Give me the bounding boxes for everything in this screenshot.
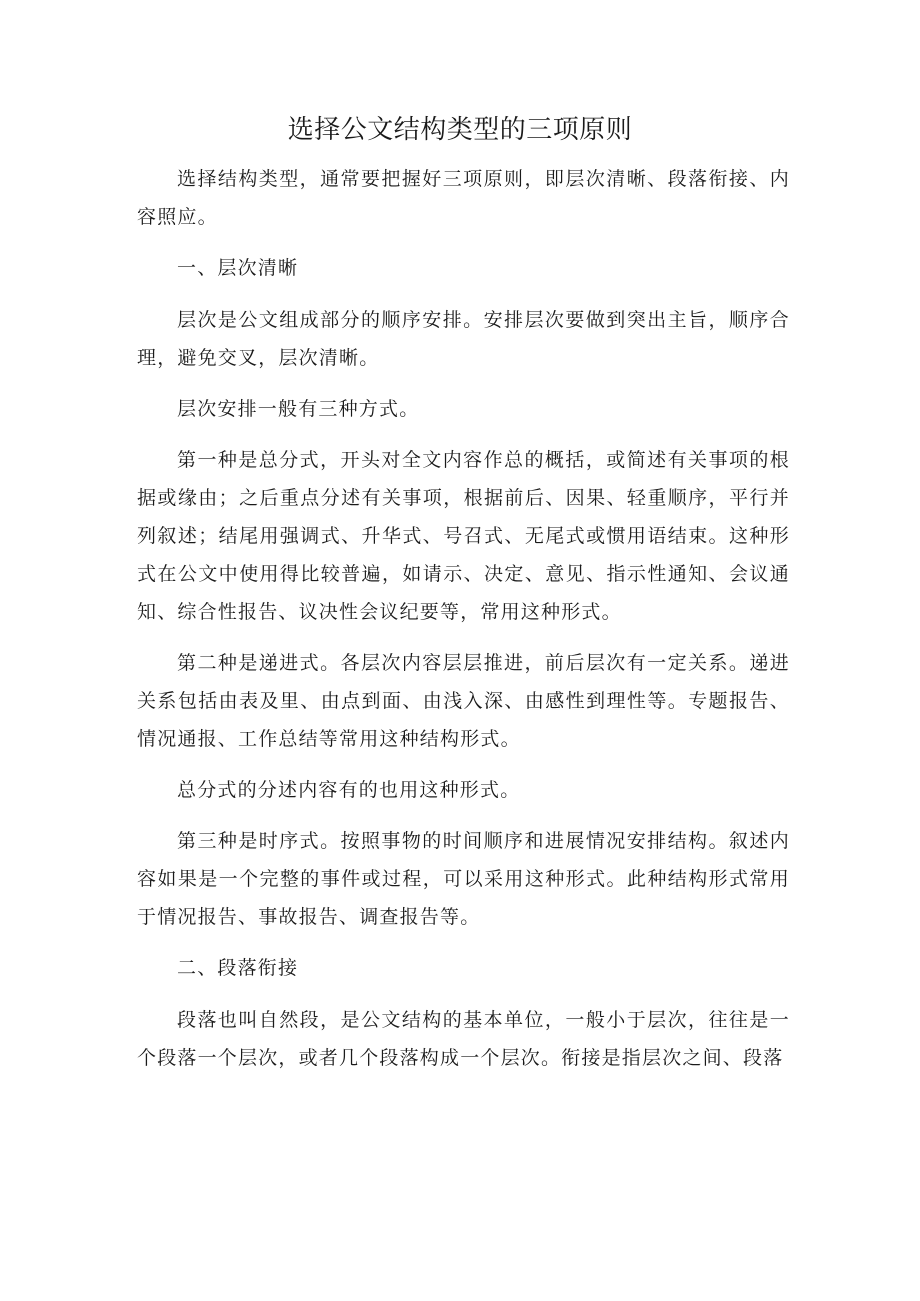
paragraph: 段落也叫自然段，是公文结构的基本单位，一般小于层次，往往是一个段落一个层次，或者几个段落构成一个层次。衔接是指层次之间、段落: [137, 1009, 790, 1069]
document-body: [137, 160, 790, 1090]
paragraph: 层次安排一般有三种方式。: [177, 398, 420, 420]
paragraph-intro: 选择结构类型，通常要把握好三项原则，即层次清晰、段落衔接、内容照应。: [137, 168, 790, 228]
paragraph: 第二种是递进式。各层次内容层层推进，前后层次有一定关系。递进关系包括由表及里、由点到面、由浅入深、由感性到理性等。专题报告、情况通报、工作总结等常用这种结构形式。: [137, 652, 790, 750]
document-title: 选择公文结构类型的三项原则: [287, 115, 633, 145]
paragraph: 层次是公文组成部分的顺序安排。安排层次要做到突出主旨，顺序合理，避免交叉，层次清晰。: [137, 309, 790, 369]
section-heading-1: 一、层次清晰: [177, 257, 299, 279]
paragraph: 总分式的分述内容有的也用这种形式。: [177, 779, 521, 801]
paragraph: 第三种是时序式。按照事物的时间顺序和进展情况安排结构。叙述内容如果是一个完整的事件或过程，可以采用这种形式。此种结构形式常用于情况报告、事故报告、调查报告等。: [137, 830, 790, 928]
section-heading-2: 二、段落衔接: [177, 957, 299, 979]
paragraph: 第一种是总分式，开头对全文内容作总的概括，或简述有关事项的根据或缘由；之后重点分述有关事项，根据前后、因果、轻重顺序，平行并列叙述；结尾用强调式、升华式、号召式、无尾式或惯用语结束。这种形式在公文中使用得比较普遍，如请示、决定、意见、指示性通知、会议通知、综合性报告、议决性会议纪要等，常用这种形式。: [137, 449, 790, 623]
